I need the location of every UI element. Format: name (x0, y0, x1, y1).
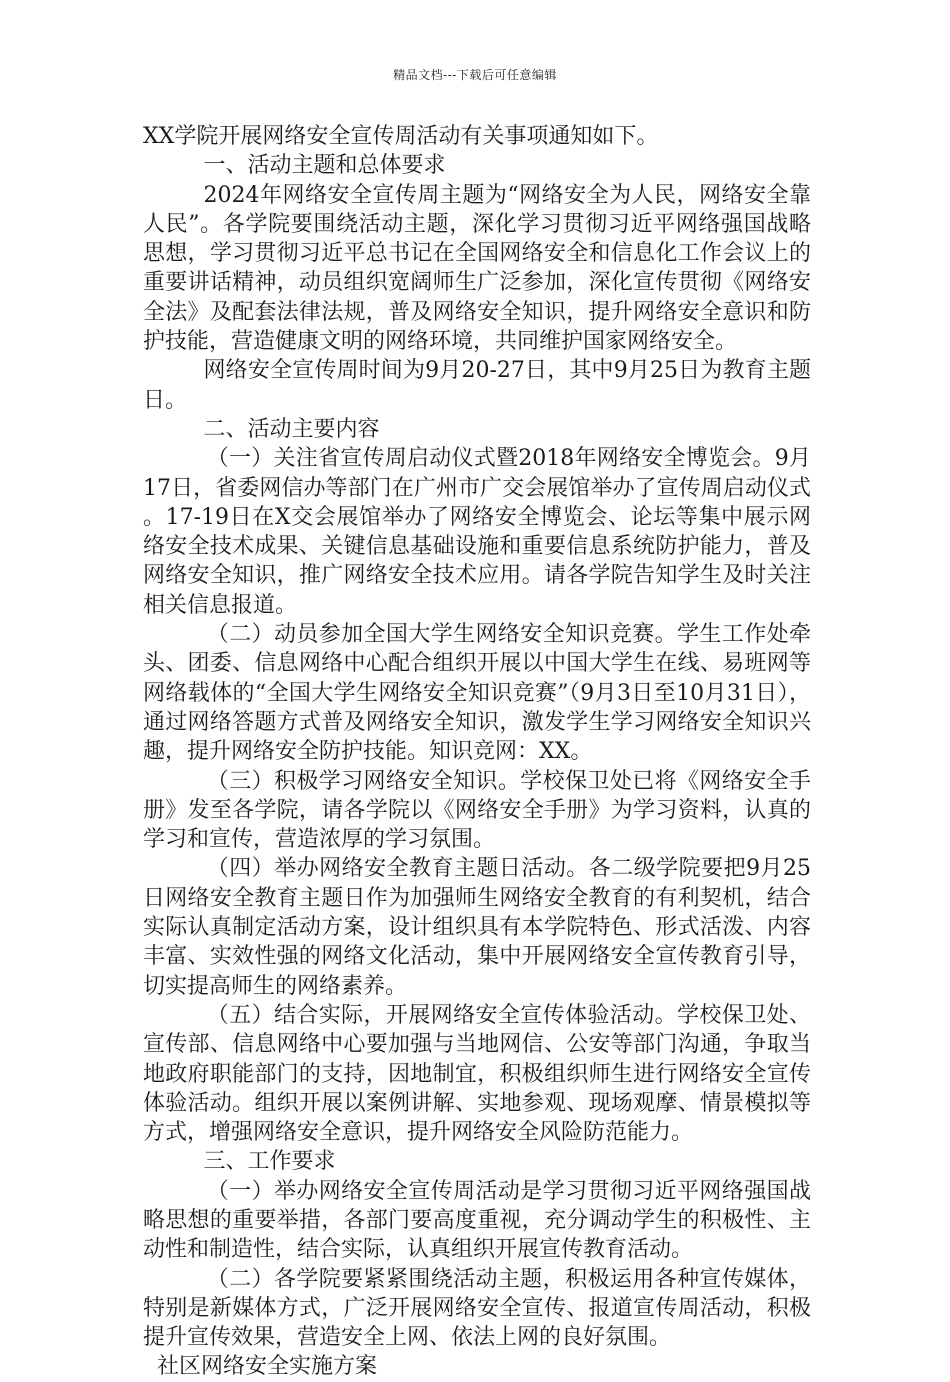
section-heading-3: 三、工作要求 (203, 1149, 336, 1175)
next-document-title: 社区网络安全实施方案 (157, 1354, 378, 1380)
body-paragraph: （五）结合实际，开展网络安全宣传体验活动。学校保卫处、宣传部、信息网络中心要加强与当地网信、公安等部门沟通，争取当地政府职能部门的支持，因地制宜，积极组织师生进行网络安全宣传体验活动。组织开展以案例讲解、实地参观、现场观摩、情景模拟等方式，增强网络安全意识，提升网络安全风险防范能力。 (143, 1002, 811, 1146)
body-paragraph: （二）动员参加全国大学生网络安全知识竞赛。学生工作处牵头、团委、信息网络中心配合组织开展以中国大学生在线、易班网等网络载体的“全国大学生网络安全知识竞赛”（9月3日至10月31日），通过网络答题方式普及网络安全知识，激发学生学习网络安全知识兴趣，提升网络安全防护技能。知识竞网：XX。 (143, 622, 811, 765)
document-body (143, 122, 811, 1382)
body-paragraph: 网络安全宣传周时间为9月20-27日，其中9月25日为教育主题日。 (143, 358, 811, 413)
intro-paragraph: XX学院开展网络安全宣传周活动有关事项通知如下。 (143, 124, 659, 149)
body-paragraph: （三）积极学习网络安全知识。学校保卫处已将《网络安全手册》发至各学院，请各学院以《网络安全手册》为学习资料，认真的学习和宣传，营造浓厚的学习氛围。 (143, 768, 811, 853)
body-paragraph: （二）各学院要紧紧围绕活动主题，积极运用各种宣传媒体，特别是新媒体方式，广泛开展网络安全宣传、报道宣传周活动，积极提升宣传效果，营造安全上网、依法上网的良好氛围。 (143, 1266, 811, 1351)
section-heading-1: 一、活动主题和总体要求 (203, 153, 446, 179)
section-heading-2: 二、活动主要内容 (203, 416, 380, 442)
body-paragraph: （一）关注省宣传周启动仪式暨2018年网络安全博览会。9月17日，省委网信办等部门在广州市广交会展馆举办了宣传周启动仪式。17-19日在X交会展馆举办了网络安全博览会、论坛等集中展示网络安全技术成果、关键信息基础设施和重要信息系统防护能力，普及网络安全知识，推广网络安全技术应用。请各学院告知学生及时关注相关信息报道。 (143, 446, 811, 618)
body-paragraph: （一）举办网络安全宣传周活动是学习贯彻习近平网络强国战略思想的重要举措，各部门要高度重视，充分调动学生的积极性、主动性和制造性，结合实际，认真组织开展宣传教育活动。 (143, 1178, 811, 1263)
body-paragraph: 2024年网络安全宣传周主题为“网络安全为人民，网络安全靠人民”。各学院要围绕活动主题，深化学习贯彻习近平网络强国战略思想，学习贯彻习近平总书记在全国网络安全和信息化工作会议上的重要讲话精神，动员组织宽阔师生广泛参加，深化宣传贯彻《网络安全法》及配套法律法规，普及网络安全知识，提升网络安全意识和防护技能，营造健康文明的网络环境，共同维护国家网络安全。 (143, 182, 811, 355)
body-paragraph: （四）举办网络安全教育主题日活动。各二级学院要把9月25日网络安全教育主题日作为加强师生网络安全教育的有利契机，结合实际认真制定活动方案，设计组织具有本学院特色、形式活泼、内容丰富、实效性强的网络文化活动，集中开展网络安全宣传教育引导，切实提高师生的网络素养。 (143, 856, 811, 999)
page-header: 精品文档---下载后可任意编辑 (393, 68, 557, 82)
